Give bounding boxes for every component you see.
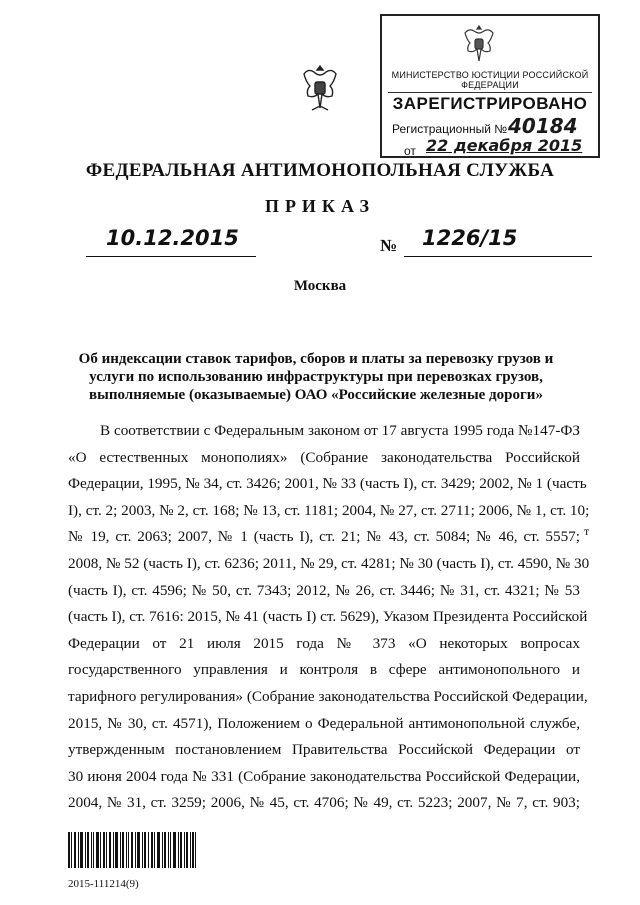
order-heading: Об индексации ставок тарифов, сборов и платы за перевозку грузов и услуги по использованию инфраструктуры при перевозках грузов, выполняемые (оказываемые) ОАО «Российские железные дороги» bbox=[78, 351, 554, 403]
stamp-date-value: 22 декабря 2015 bbox=[426, 136, 583, 155]
barcode bbox=[68, 832, 196, 868]
agency-name: ФЕДЕРАЛЬНАЯ АНТИМОНОПОЛЬНАЯ СЛУЖБА bbox=[85, 160, 555, 181]
stamp-date-label: от bbox=[404, 144, 416, 158]
body-line: I), ст. 2; 2003, № 2, ст. 168; № 13, ст. 1181; 2004, № 27, ст. 2711; 2006, № 1, ст. 10; bbox=[68, 501, 590, 519]
order-date: 10.12.2015 bbox=[86, 226, 256, 257]
stamp-reg-number: 40184 bbox=[508, 114, 578, 138]
body-line: Федерации от 21 июля 2015 года № 373 «О некоторых вопросах bbox=[68, 634, 580, 652]
body-line: государственного управления и контроля в сфере антимонопольного и bbox=[68, 661, 580, 679]
document-code: 2015-111214(9) bbox=[68, 878, 139, 890]
order-number-label: № bbox=[380, 236, 398, 255]
body-line: 30 июня 2004 года № 331 (Собрание законодательства Российской Федерации, bbox=[68, 767, 580, 785]
body-line: 2008, № 52 (часть I), ст. 6236; 2011, № 29, ст. 4281; № 30 (часть I), ст. 4590, № 30 bbox=[68, 554, 590, 572]
stamp-emblem-icon bbox=[460, 22, 498, 66]
stamp-ministry-name: МИНИСТЕРСТВО ЮСТИЦИИ РОССИЙСКОЙ ФЕДЕРАЦИИ bbox=[388, 70, 592, 93]
margin-mark: т bbox=[584, 524, 590, 538]
body-line: 2015, № 30, ст. 4571), Положением о Федеральной антимонопольной службе, bbox=[68, 714, 580, 732]
body-line: (часть I), ст. 7616: 2015, № 41 (часть I) ст. 5629), Указом Президента Российской bbox=[68, 608, 588, 626]
body-line: тарифного регулирования» (Собрание законодательства Российской Федерации, bbox=[68, 687, 588, 705]
body-line: 2004, № 31, ст. 3259; 2006, № 45, ст. 4706; № 49, ст. 5223; 2007, № 7, ст. 903; bbox=[68, 794, 580, 812]
order-number: 1226/15 bbox=[404, 226, 592, 257]
city: Москва bbox=[293, 278, 347, 294]
order-title: ПРИКАЗ bbox=[264, 196, 376, 216]
body-line: Федерации, 1995, № 34, ст. 3426; 2001, № 33 (часть I), ст. 3429; 2002, № 1 (часть bbox=[68, 475, 587, 493]
body-line: (часть I), ст. 4596; № 50, ст. 7343; 2012, № 26, ст. 3446; № 31, ст. 4321; № 53 bbox=[68, 581, 580, 599]
body-line: утвержденным постановлением Правительства Российской Федерации от bbox=[68, 741, 580, 759]
coat-of-arms-emblem bbox=[298, 60, 342, 116]
stamp-reg-label: Регистрационный № bbox=[392, 122, 508, 136]
stamp-registered-label: ЗАРЕГИСТРИРОВАНО bbox=[392, 94, 588, 113]
body-text bbox=[68, 418, 590, 817]
registration-stamp bbox=[380, 14, 600, 158]
body-line: «О естественных монополиях» (Собрание законодательства Российской bbox=[68, 448, 580, 466]
body-line: № 19, ст. 2063; 2007, № 1 (часть I), ст. 21; № 43, ст. 5084; № 46, ст. 5557; bbox=[68, 528, 580, 546]
body-line: В соответствии с Федеральным законом от 17 августа 1995 года №147-ФЗ bbox=[100, 422, 580, 439]
